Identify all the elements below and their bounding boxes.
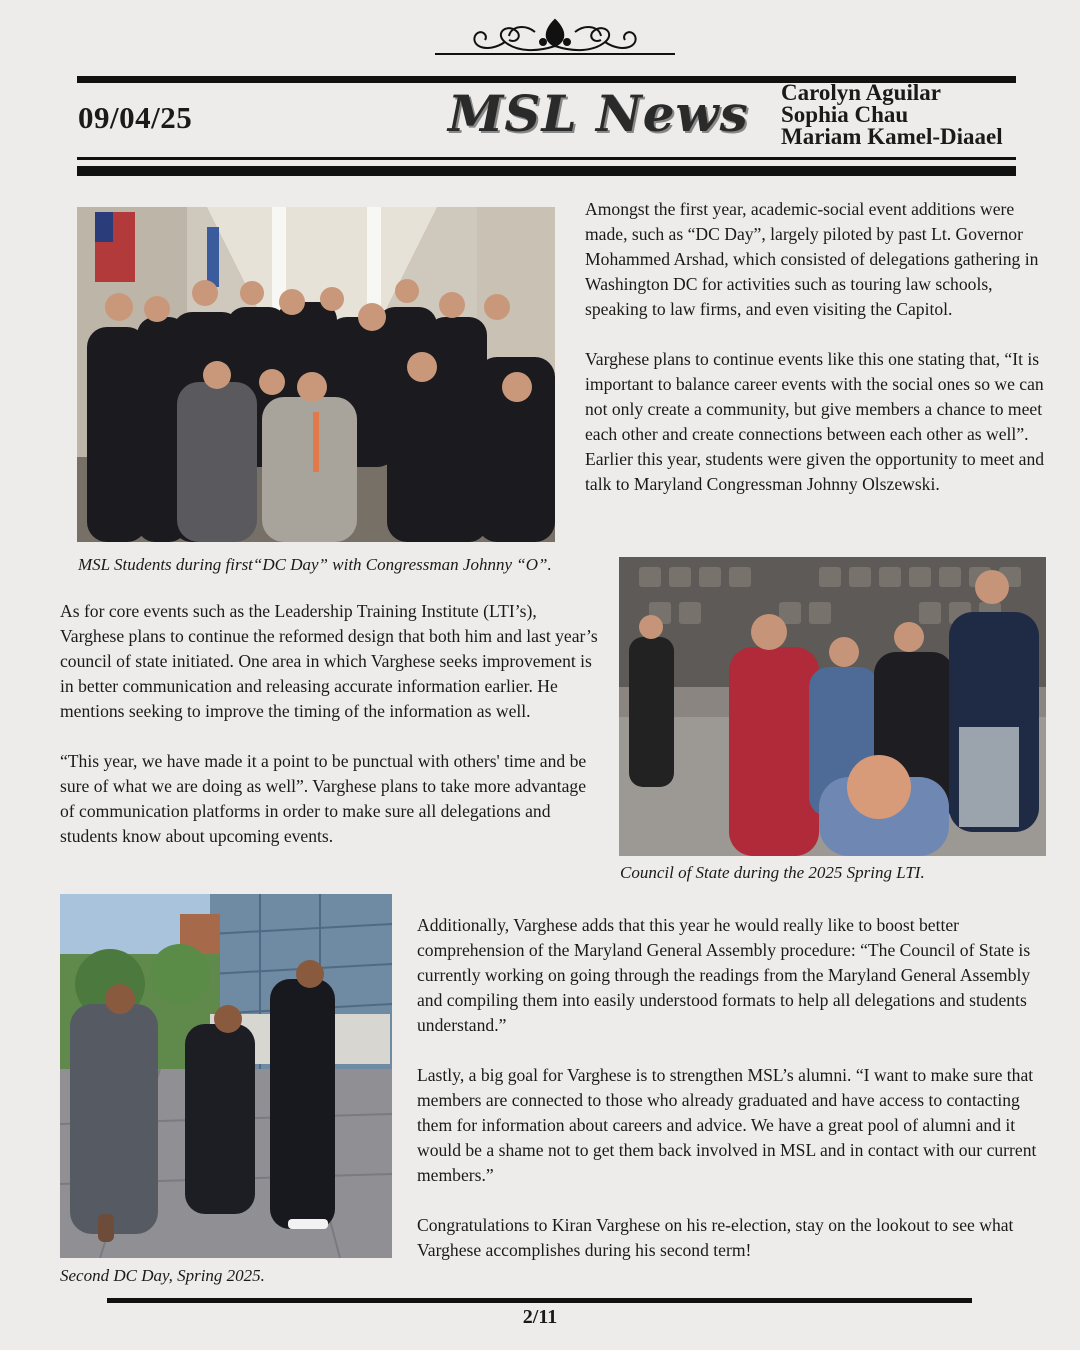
spring-lti-photo bbox=[619, 557, 1046, 856]
second-dc-day-photo bbox=[60, 894, 392, 1258]
second-dc-day-caption: Second DC Day, Spring 2025. bbox=[60, 1266, 265, 1285]
header-bottom-rule-thin bbox=[77, 157, 1016, 160]
issue-date: 09/04/25 bbox=[78, 100, 193, 135]
header-bottom-rule-thick bbox=[77, 166, 1016, 176]
article-paragraph: Amongst the first year, academic-social event additions were made, such as “DC Day”, largely piloted by past Lt. Governor Mohammed Arshad, which consisted of delegations gathering in Washington DC for activities such as touring law schools, speaking to law firms, and even visiting the Capitol. bbox=[585, 199, 1039, 319]
article-paragraph: Congratulations to Kiran Varghese on his re-election, stay on the lookout to see what Varghese accomplishes during his second term! bbox=[417, 1215, 1014, 1260]
article-paragraph: “This year, we have made it a point to be punctual with others' time and be sure of what we are doing as well”. Varghese plans to take more advantage of communication platforms in order to make sure all delegations and students know about upcoming events. bbox=[60, 751, 587, 846]
author-name: Sophia Chau bbox=[781, 102, 909, 127]
dc-day-group-photo bbox=[77, 207, 555, 542]
article-paragraph: Lastly, a big goal for Varghese is to strengthen MSL’s alumni. “I want to make sure that members are connected to those who already graduated and have access to contacting them for information about careers and advice. We have a great pool of alumni and it would be a shame not to get them back involved in MSL and in contact with our current members.” bbox=[417, 1065, 1037, 1185]
article-paragraph: As for core events such as the Leadership Training Institute (LTI’s), Varghese plans to continue the reformed design that both him and last year’s council of state initiated. One area in which Varghese seeks improvement is in better communication and releasing accurate information earlier. He mentions seeking to improve the timing of the information as well. bbox=[60, 601, 598, 721]
ornament-flourish-icon bbox=[425, 12, 685, 68]
article-column-left-middle bbox=[60, 599, 602, 849]
footer-rule bbox=[107, 1298, 972, 1303]
article-paragraph: Varghese plans to continue events like this one stating that, “It is important to balance career events with the social ones so we can not only create a community, but give members a chance to meet each other and create connections between each other as well”. Earlier this year, students were given the opportunity to meet and talk to Maryland Congressman Johnny Olszewski. bbox=[585, 349, 1045, 494]
author-name: Carolyn Aguilar bbox=[781, 80, 941, 105]
dc-day-group-caption: MSL Students during first“DC Day” with Congressman Johnny “O”. bbox=[78, 555, 552, 574]
masthead-title: MSL News bbox=[448, 84, 749, 143]
article-column-right-top bbox=[585, 197, 1055, 497]
spring-lti-caption: Council of State during the 2025 Spring LTI. bbox=[620, 863, 925, 882]
page-number: 2/11 bbox=[522, 1306, 558, 1328]
article-column-right-bottom bbox=[417, 913, 1057, 1263]
author-list bbox=[781, 82, 1003, 148]
author-name: Mariam Kamel-Diaael bbox=[781, 124, 1003, 149]
article-paragraph: Additionally, Varghese adds that this year he would really like to boost better comprehension of the Maryland General Assembly procedure: “The Council of State is currently working on going through the readings from the Maryland General Assembly and compiling them into easily understood formats to help all delegations and students understand.” bbox=[417, 915, 1031, 1035]
